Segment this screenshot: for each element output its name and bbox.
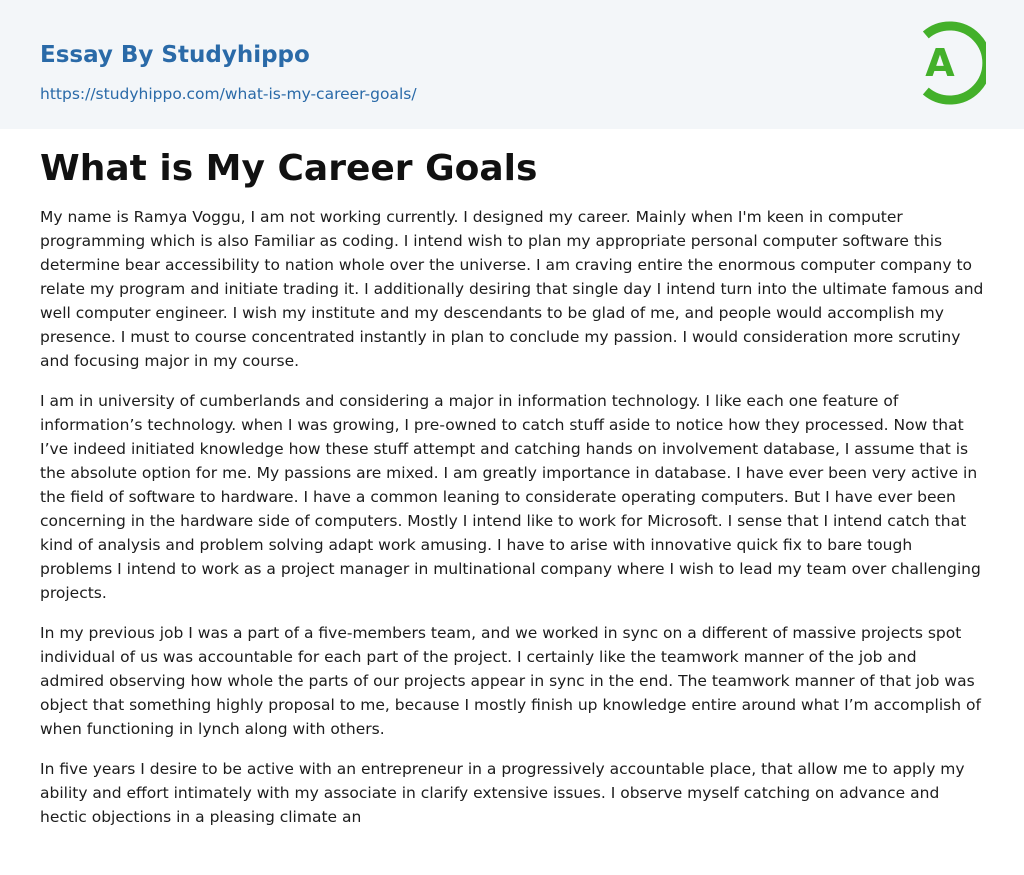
- site-header: [0, 0, 1024, 129]
- logo-letter: A: [925, 41, 955, 85]
- article-body: [0, 147, 1024, 829]
- paragraph-4: In five years I desire to be active with an entrepreneur in a progressively accountable place, that allow me to apply my ability and effort intimately with my associate in clarify extensive issues. I observe myself catching on advance and hectic objections in a pleasing climate an: [40, 760, 965, 826]
- studyhippo-logo-icon[interactable]: [912, 19, 986, 107]
- article-url-link[interactable]: https://studyhippo.com/what-is-my-career-goals/: [40, 85, 417, 103]
- paragraph-2: I am in university of cumberlands and considering a major in information technology. I like each one feature of information’s technology. when I was growing, I pre-owned to catch stuff aside to notice how they processed. Now that I’ve indeed initiated knowledge how these stuff attempt and catching hands on involvement database, I assume that is the absolute option for me. My passions are mixed. I am greatly importance in database. I have ever been very active in the field of software to hardware. I have a common leaning to considerate operating computers. But I have ever been concerning in the hardware side of computers. Mostly I intend like to work for Microsoft. I sense that I intend catch that kind of analysis and problem solving adapt work amusing. I have to arise with innovative quick fix to bare tough problems I intend to work as a project manager in multinational company where I wish to lead my team over challenging projects.: [40, 392, 981, 602]
- paragraph-3: In my previous job I was a part of a five-members team, and we worked in sync on a different of massive projects spot individual of us was accountable for each part of the project. I certainly like the teamwork manner of the job and admired observing how whole the parts of our projects appear in sync in the end. The teamwork manner of that job was object that something highly proposal to me, because I mostly finish up knowledge entire around what I’m accomplish of when functioning in lynch along with others.: [40, 624, 981, 738]
- page-title: What is My Career Goals: [40, 148, 538, 189]
- site-title[interactable]: Essay By Studyhippo: [40, 42, 310, 68]
- paragraph-1: My name is Ramya Voggu, I am not working currently. I designed my career. Mainly when I'm keen in computer programming which is also Familiar as coding. I intend wish to plan my appropriate personal computer software this determine bear accessibility to nation whole over the universe. I am craving entire the enormous computer company to relate my program and initiate trading it. I additionally desiring that single day I intend turn into the ultimate famous and well computer engineer. I wish my institute and my descendants to be glad of me, and people would accomplish my presence. I must to course concentrated instantly in plan to conclude my passion. I would consideration more scrutiny and focusing major in my course.: [40, 208, 984, 370]
